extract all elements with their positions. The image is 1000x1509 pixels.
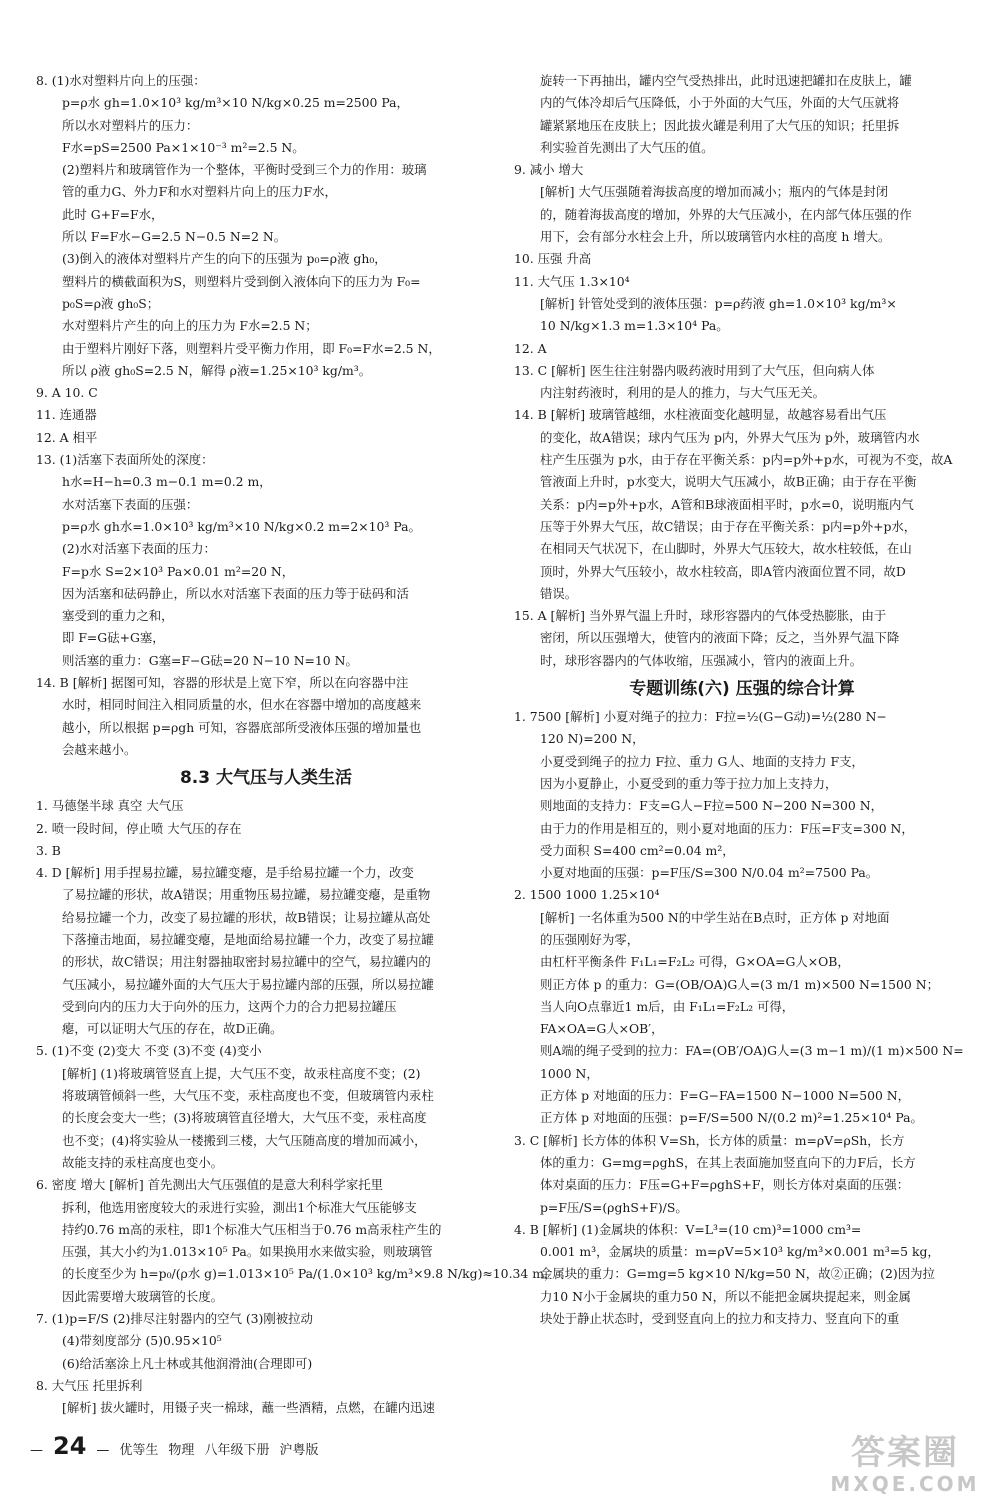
text-line: 了易拉罐的形状，故A错误；用重物压易拉罐，易拉罐变瘪，是重物 bbox=[62, 887, 431, 903]
text-line: 密闭，所以压强增大，使管内的液面下降；反之，当外界气温下降 bbox=[540, 630, 900, 646]
text-line: 10. 压强 升高 bbox=[514, 251, 592, 267]
text-line: 当人向O点靠近1 m后，由 F₁L₁=F₂L₂ 可得， bbox=[540, 998, 795, 1014]
text-line: 9. 减小 增大 bbox=[514, 162, 584, 178]
text-line: 9. A 10. C bbox=[36, 385, 98, 401]
text-line: 给易拉罐一个力，改变了易拉罐的形状，故B错误；让易拉罐从高处 bbox=[62, 909, 431, 925]
text-line: 11. 连通器 bbox=[36, 407, 97, 423]
text-line: 的变化，故A错误；球内气压为 p内，外界大气压为 p外，玻璃管内水 bbox=[540, 429, 920, 445]
text-line: 旋转一下再抽出，罐内空气受热排出，此时迅速把罐扣在皮肤上，罐 bbox=[540, 73, 912, 88]
text-line: 即 F=G砝+G塞， bbox=[62, 630, 165, 646]
text-line: 因为活塞和砝码静止，所以水对活塞下表面的压力等于砝码和活 bbox=[62, 585, 409, 601]
text-line: (3)倒入的液体对塑料片产生的向下的压强为 p₀=ρ液 gh₀， bbox=[62, 251, 387, 267]
text-line: 时，球形容器内的气体收缩，压强减小，管内的液面上升。 bbox=[540, 652, 863, 668]
text-line: 压强，其大小约为1.013×10⁵ Pa。如果换用水来做实验，则玻璃管 bbox=[62, 1244, 433, 1260]
text-line: 因此需要增大玻璃管的长度。 bbox=[62, 1288, 224, 1304]
footer-subject: 物理 bbox=[168, 1443, 195, 1458]
text-line: 塑料片的横截面积为S，则塑料片受到倒入液体向下的压力为 F₀= bbox=[62, 273, 421, 289]
text-line: [解析] (1)将玻璃管竖直上提，大气压不变，故汞柱高度不变；(2) bbox=[62, 1065, 421, 1081]
footer-grade: 八年级下册 bbox=[204, 1443, 270, 1458]
text-line: 下落撞击地面，易拉罐变瘪，是地面给易拉罐一个力，改变了易拉罐 bbox=[62, 931, 434, 947]
text-line: 2. 喷一段时间，停止喷 大气压的存在 bbox=[36, 820, 242, 836]
text-line: 正方体 p 对地面的压力：F=G−FA=1500 N−1000 N=500 N， bbox=[540, 1088, 911, 1104]
text-line: [解析] 大气压强随着海拔高度的增加而减小；瓶内的气体是封闭 bbox=[540, 184, 889, 200]
text-line: 14. B [解析] 玻璃管越细，水柱液面变化越明显，故越容易看出气压 bbox=[514, 407, 887, 423]
text-line: p=F压/S=(ρghS+F)/S。 bbox=[540, 1199, 688, 1215]
text-line: 3. C [解析] 长方体的体积 V=Sh，长方体的质量：m=ρV=ρSh，长方 bbox=[514, 1132, 905, 1148]
text-line: 14. B [解析] 据图可知，容器的形状是上宽下窄，所以在向容器中注 bbox=[36, 675, 409, 691]
text-line: 3. B bbox=[36, 842, 61, 858]
text-line: h水=H−h=0.3 m−0.1 m=0.2 m， bbox=[62, 474, 272, 490]
text-line: 管液面上升时，p水变大，说明大气压减小，故B正确；由于存在平衡 bbox=[540, 474, 917, 490]
text-line: 用下，会有部分水柱会上升，所以玻璃管内水柱的高度 h 增大。 bbox=[540, 229, 891, 245]
text-line: 7. (1)p=F/S (2)排尽注射器内的空气 (3)刚被拉动 bbox=[36, 1311, 313, 1327]
text-line: 内的气体冷却后气压降低，小于外面的大气压，外面的大气压就将 bbox=[540, 95, 900, 111]
watermark-bottom-text: MXQE.COM bbox=[830, 1472, 980, 1496]
text-line: 则A端的绳子受到的拉力：FA=(OB′/OA)G人=(3 m−1 m)/(1 m)×500 N= bbox=[540, 1043, 964, 1059]
text-line: 12. A 相平 bbox=[36, 429, 98, 445]
footer-dash-left: — bbox=[30, 1443, 43, 1458]
text-line: (2)塑料片和玻璃管作为一个整体，平衡时受到三个力的作用：玻璃 bbox=[62, 162, 427, 178]
section-title: 专题训练(六) 压强的综合计算 bbox=[629, 679, 855, 700]
text-line: 持约0.76 m高的汞柱，即1个标准大气压相当于0.76 m高汞柱产生的 bbox=[62, 1221, 442, 1237]
text-line: 瘪，可以证明大气压的存在，故D正确。 bbox=[62, 1021, 283, 1037]
text-line: 由杠杆平衡条件 F₁L₁=F₂L₂ 可得，G×OA=G人×OB， bbox=[540, 954, 850, 970]
text-line: 的，随着海拔高度的增加，外界的大气压减小，在内部气体压强的作 bbox=[540, 206, 912, 222]
text-line: 拆利，他选用密度较大的汞进行实验，測出1个标准大气压能够支 bbox=[62, 1199, 417, 1215]
text-line: 所以 F=F水−G=2.5 N−0.5 N=2 N。 bbox=[62, 229, 287, 245]
text-line: 则活塞的重力：G塞=F−G砝=20 N−10 N=10 N。 bbox=[62, 652, 358, 668]
text-line: 因为小夏静止，小夏受到的重力等于拉力加上支持力， bbox=[540, 775, 838, 791]
text-line: 1. 马德堡半球 真空 大气压 bbox=[36, 798, 184, 814]
text-line: 金属块的重力：G=mg=5 kg×10 N/kg=50 N，故②正确；(2)因为拉 bbox=[540, 1266, 935, 1282]
footer-book-title: 优等生 bbox=[119, 1443, 159, 1458]
text-line: 正方体 p 对地面的压强：p=F/S=500 N/(0.2 m)²=1.25×10⁴ Pa。 bbox=[540, 1110, 923, 1126]
text-line: 所以 ρ液 gh₀S=2.5 N，解得 ρ液=1.25×10³ kg/m³。 bbox=[62, 362, 372, 378]
text-line: 小夏受到绳子的拉力 F拉、重力 G人、地面的支持力 F支， bbox=[540, 753, 864, 769]
text-line: 越小，所以根据 p=ρgh 可知，容器底部所受液体压强的增加量也 bbox=[62, 719, 422, 735]
text-line: 管的重力G、外力F和水对塑料片向上的压力F水， bbox=[62, 184, 337, 200]
text-line: 力10 N小于金属块的重力50 N，所以不能把金属块提起来，则金属 bbox=[540, 1288, 911, 1304]
text-line: 由于塑料片刚好下落，则塑料片受平衡力作用，即 F₀=F水=2.5 N， bbox=[62, 340, 441, 356]
page-number: 24 bbox=[53, 1432, 87, 1460]
footer-edition: 沪粤版 bbox=[279, 1443, 319, 1458]
text-line: p=ρ水 gh=1.0×10³ kg/m³×10 N/kg×0.25 m=2500 Pa， bbox=[62, 95, 409, 111]
text-line: 将玻璃管倾斜一些，大气压不变，汞柱高度也不变，但玻璃管内汞柱 bbox=[62, 1088, 434, 1104]
text-line: 利实验首先测出了大气压的值。 bbox=[540, 139, 714, 155]
text-line: (2)水对活塞下表面的压力： bbox=[62, 541, 216, 557]
text-line: 4. B [解析] (1)金属块的体积：V=L³=(10 cm)³=1000 cm³= bbox=[514, 1221, 862, 1237]
text-line: F=p水 S=2×10³ Pa×0.01 m²=20 N， bbox=[62, 563, 295, 579]
text-line: 水时，相同时间注入相同质量的水，但水在容器中增加的高度越来 bbox=[62, 697, 422, 713]
text-line: 13. (1)活塞下表面所处的深度： bbox=[36, 452, 214, 468]
text-line: 的形状，故C错误；用注射器抽取密封易拉罐中的空气，易拉罐内的 bbox=[62, 954, 431, 970]
text-line: 则地面的支持力：F支=G人−F拉=500 N−200 N=300 N， bbox=[540, 798, 883, 814]
text-line: 8. 大气压 托里拆利 bbox=[36, 1377, 143, 1393]
text-line: (6)给活塞涂上凡士林或其他润滑油(合理即可) bbox=[62, 1355, 313, 1371]
text-line: 体对桌面的压力：F压=G+F=ρghS+F，则长方体对桌面的压强： bbox=[540, 1177, 910, 1193]
text-line: 10 N/kg×1.3 m=1.3×10⁴ Pa。 bbox=[540, 318, 729, 334]
section-title: 8.3 大气压与人类生活 bbox=[179, 768, 353, 789]
text-line: 塞受到的重力之和， bbox=[62, 608, 174, 624]
text-line: 则正方体 p 的重力：G=(OB/OA)G人=(3 m/1 m)×500 N=1500 N； bbox=[540, 976, 939, 992]
text-line: 柱产生压强为 p水，由于存在平衡关系：p内=p外+p水，可视为不变，故A bbox=[540, 452, 953, 468]
text-line: (4)带刻度部分 (5)0.95×10⁵ bbox=[62, 1333, 222, 1349]
text-line: 所以水对塑料片的压力： bbox=[62, 117, 199, 133]
text-line: 会越来越小。 bbox=[62, 741, 137, 757]
text-line: 5. (1)不变 (2)变大 不变 (3)不变 (4)变小 bbox=[36, 1043, 262, 1059]
text-line: 关系：p内=p外+p水，A管和B球液面相平时，p水=0，说明瓶内气 bbox=[540, 496, 914, 512]
page-footer bbox=[30, 1432, 318, 1460]
text-line: 块处于静止状态时，受到竖直向上的拉力和支持力、竖直向下的重 bbox=[540, 1311, 900, 1327]
text-line: 体的重力：G=mg=ρghS，在其上表面施加竖直向下的力F后，长方 bbox=[540, 1154, 916, 1170]
text-line: 水对活塞下表面的压强： bbox=[62, 496, 199, 512]
text-line: 也不变；(4)将实验从一楼搬到三楼，大气压随高度的增加而减小， bbox=[62, 1132, 427, 1148]
text-line: 压等于外界大气压，故C错误；由于存在平衡关系：p内=p外+p水， bbox=[540, 518, 917, 534]
text-line: 6. 密度 增大 [解析] 首先测出大气压强值的是意大利科学家托里 bbox=[36, 1177, 384, 1193]
text-line: 的长度至少为 h=p₀/(ρ水 g)=1.013×10⁵ Pa/(1.0×10³ kg/m³×9.8 N/kg)≈10.34 m， bbox=[62, 1266, 557, 1282]
text-line: 15. A [解析] 当外界气温上升时，球形容器内的气体受热膨胀，由于 bbox=[514, 608, 887, 624]
watermark-top-text: 答案圈 bbox=[851, 1433, 959, 1473]
text-line: FA×OA=G人×OB′， bbox=[540, 1021, 664, 1037]
text-line: p=ρ水 gh水=1.0×10³ kg/m³×10 N/kg×0.2 m=2×10³ Pa。 bbox=[62, 518, 421, 534]
text-line: 错误。 bbox=[540, 585, 578, 601]
text-line: 罐紧紧地压在皮肤上；因此拔火罐是利用了大气压的知识；托里拆 bbox=[540, 117, 900, 133]
text-line: 8. (1)水对塑料片向上的压强： bbox=[36, 73, 206, 88]
text-line: 1. 7500 [解析] 小夏对绳子的拉力：F拉=½(G−G动)=½(280 N− bbox=[514, 709, 887, 725]
text-line: 12. A bbox=[514, 340, 547, 356]
text-line: 4. D [解析] 用手捏易拉罐，易拉罐变瘪，是手给易拉罐一个力，改变 bbox=[36, 865, 414, 881]
text-line: p₀S=ρ液 gh₀S； bbox=[62, 295, 160, 311]
text-line: F水=pS=2500 Pa×1×10⁻³ m²=2.5 N。 bbox=[62, 139, 305, 155]
text-line: 0.001 m³，金属块的质量：m=ρV=5×10³ kg/m³×0.001 m³=5 kg， bbox=[540, 1244, 940, 1260]
text-line: 此时 G+F=F水， bbox=[62, 206, 164, 222]
text-line: 2. 1500 1000 1.25×10⁴ bbox=[514, 887, 660, 903]
footer-dash-right: — bbox=[96, 1443, 110, 1458]
text-line: 内注射药液时，利用的是人的推力，与大气压无关。 bbox=[540, 385, 825, 401]
text-line: 水对塑料片产生的向上的压力为 F水=2.5 N； bbox=[62, 318, 318, 334]
text-line: 120 N)=200 N， bbox=[540, 731, 645, 747]
text-line: 故能支持的汞柱高度也变小。 bbox=[62, 1154, 224, 1170]
right-column bbox=[514, 70, 970, 1330]
text-line: 在相同天气状况下，在山脚时，外界大气压较大，故水柱较低，在山 bbox=[540, 541, 912, 557]
text-line: 气压减小，易拉罐外面的大气压大于易拉罐内部的压强，所以易拉罐 bbox=[62, 976, 434, 992]
text-line: 11. 大气压 1.3×10⁴ bbox=[514, 273, 630, 289]
text-line: 受到向内的压力大于向外的压力，这两个力的合力把易拉罐压 bbox=[62, 998, 397, 1014]
text-line: 的压强刚好为零， bbox=[540, 931, 640, 947]
text-line: 13. C [解析] 医生往注射器内吸药液时用到了大气压，但向病人体 bbox=[514, 362, 875, 378]
text-line: 顶时，外界大气压较小，故水柱较高，即A管内液面位置不同，故D bbox=[540, 563, 906, 579]
text-line: [解析] 一名体重为500 N的中学生站在B点时，正方体 p 对地面 bbox=[540, 909, 890, 925]
text-line: 1000 N， bbox=[540, 1065, 599, 1081]
text-line: 小夏对地面的压强：p=F压/S=300 N/0.04 m²=7500 Pa。 bbox=[540, 865, 879, 881]
text-line: 的长度会变大一些；(3)将玻璃管直径增大，大气压不变，汞柱高度 bbox=[62, 1110, 427, 1126]
text-line: 由于力的作用是相互的，则小夏对地面的压力：F压=F支=300 N， bbox=[540, 820, 914, 836]
text-line: [解析] 拔火罐时，用镊子夹一棉球，蘸一些酒精，点燃，在罐内迅速 bbox=[62, 1400, 435, 1416]
watermark-logo bbox=[830, 1428, 980, 1502]
text-line: [解析] 针管处受到的液体压强：p=ρ药液 gh=1.0×10³ kg/m³× bbox=[540, 295, 897, 311]
text-line: 受力面积 S=400 cm²=0.04 m²， bbox=[540, 842, 735, 858]
